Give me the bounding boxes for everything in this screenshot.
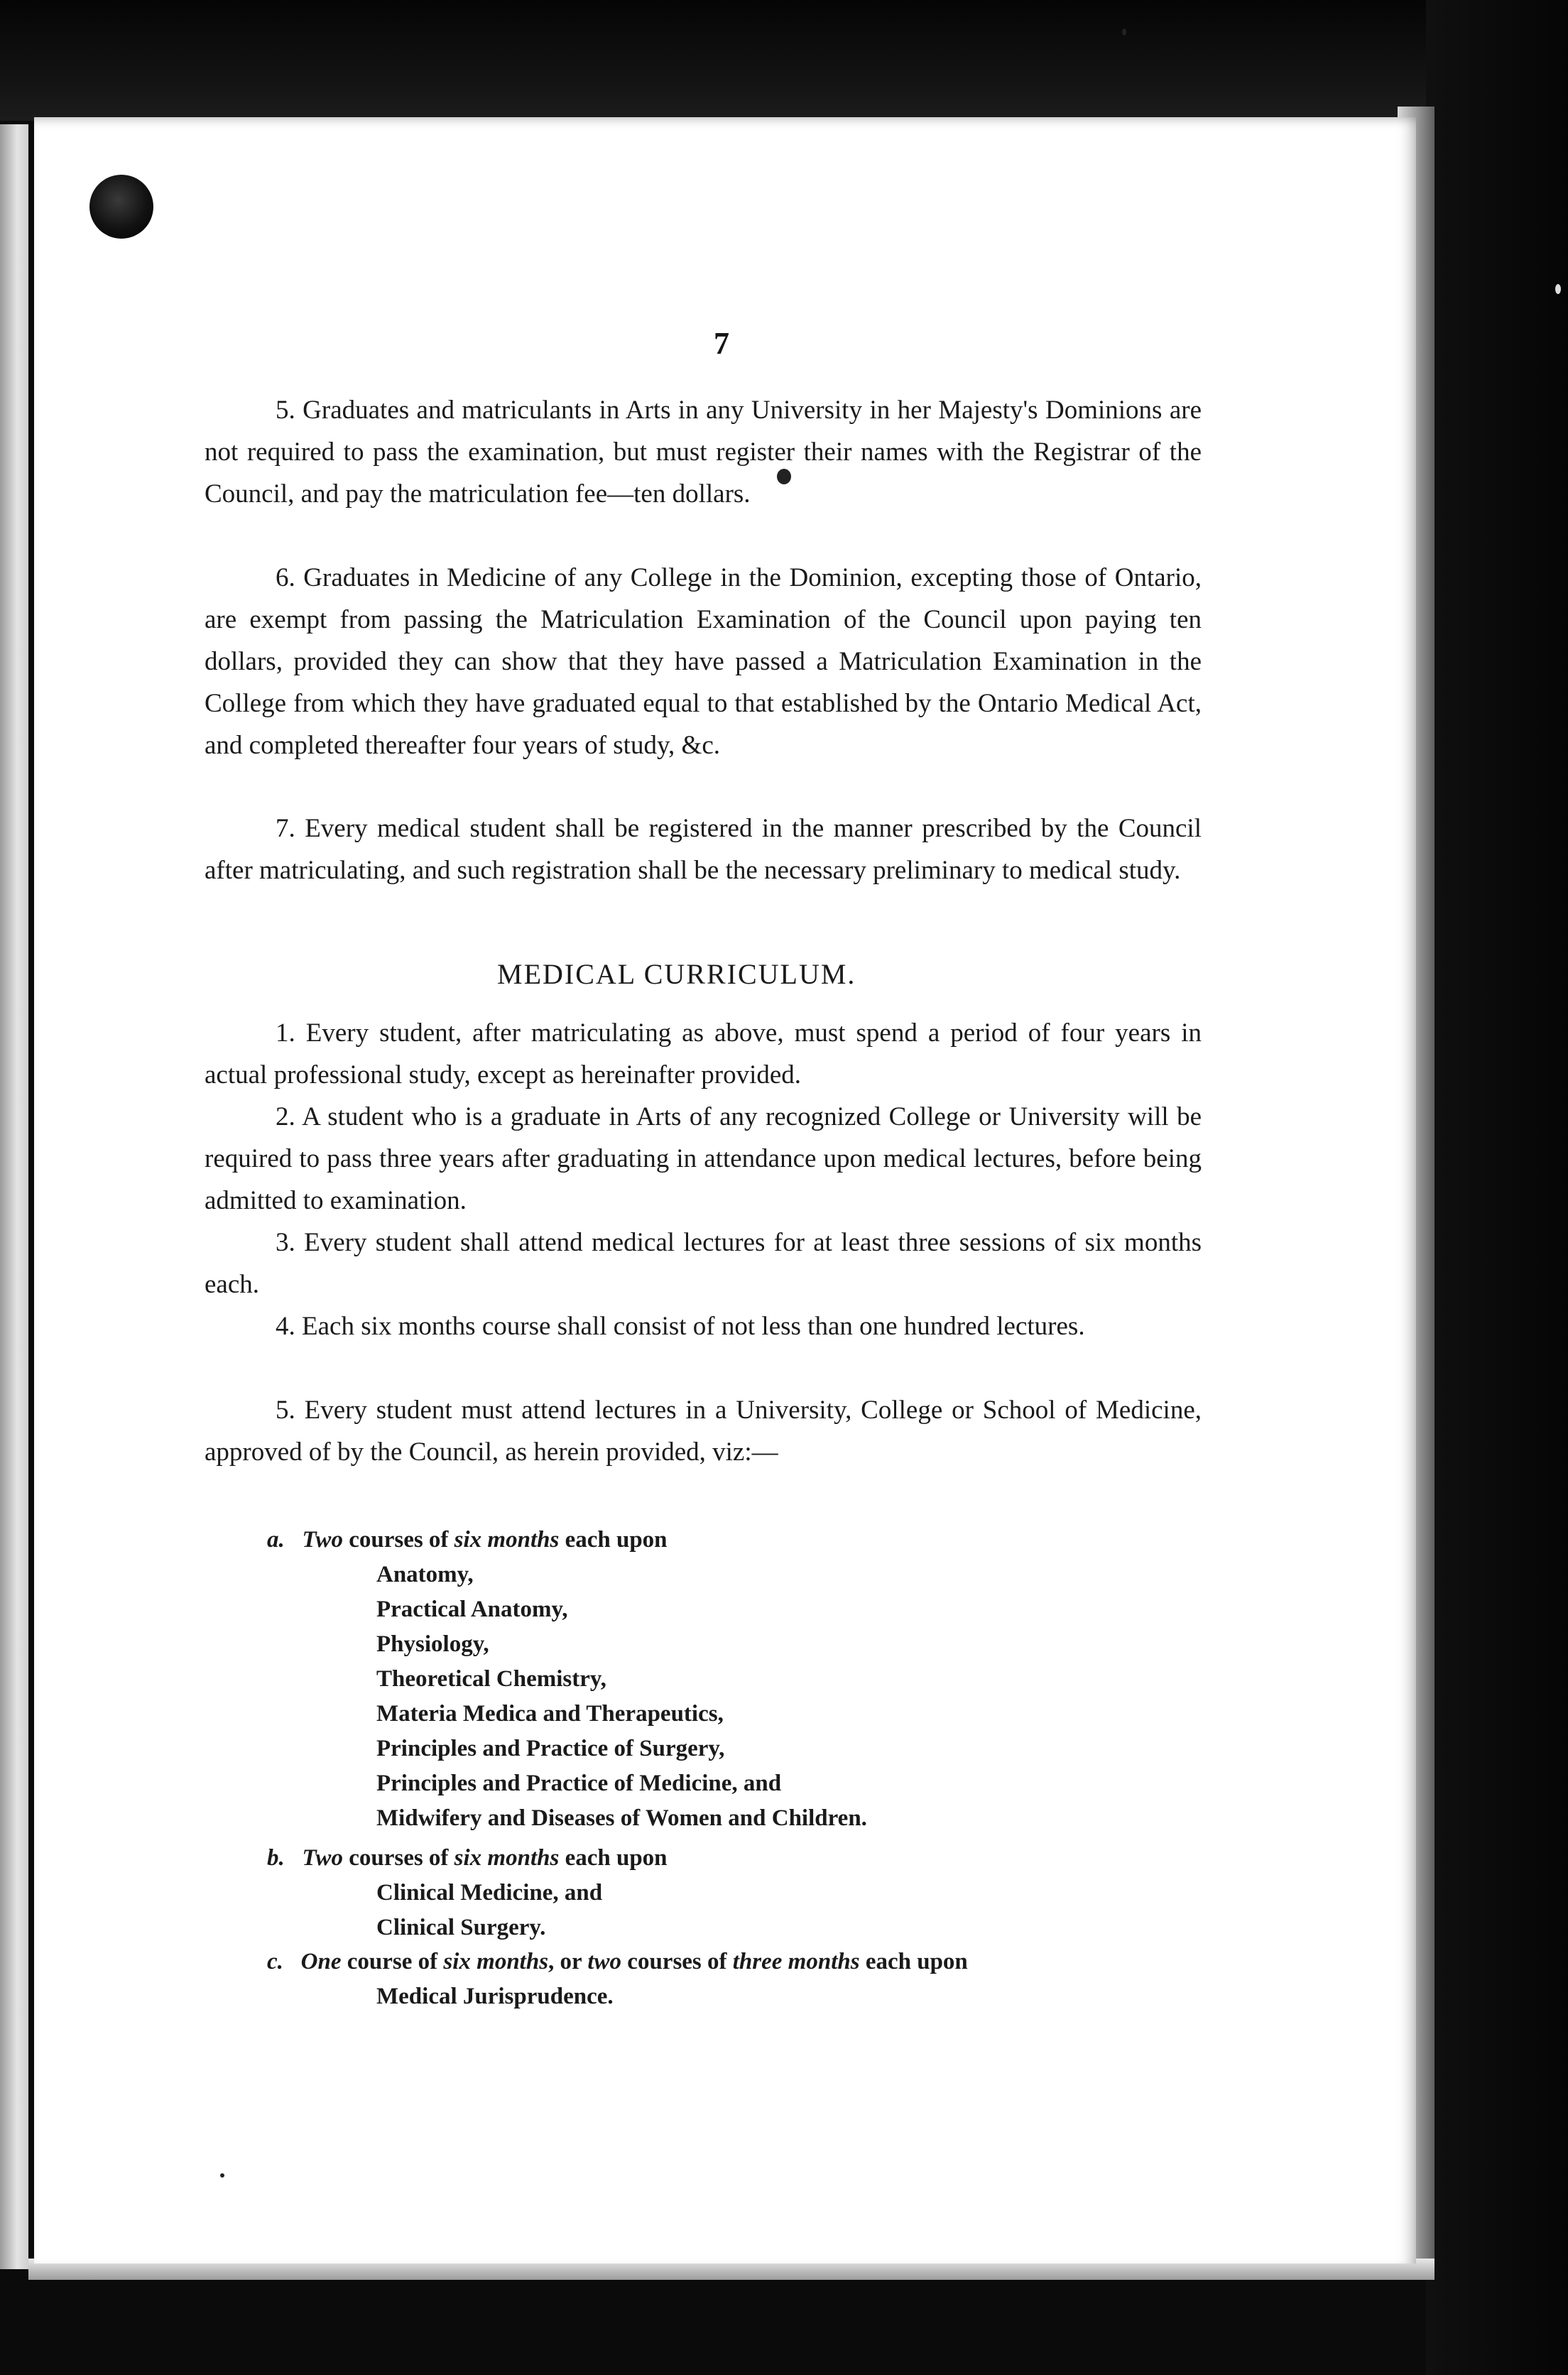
course-c-text-or: , or xyxy=(548,1949,588,1974)
dust-speck xyxy=(220,2173,224,2178)
course-b-letter: b. xyxy=(267,1845,285,1871)
subject-surgery: Principles and Practice of Surgery, xyxy=(376,1736,725,1761)
subject-anatomy: Anatomy, xyxy=(376,1562,474,1587)
dust-speck xyxy=(1555,284,1561,294)
subject-medicine: Principles and Practice of Medicine, and xyxy=(376,1771,782,1796)
paragraph-6-medicine-graduates: 6. Graduates in Medicine of any College in the Dominion, excepting those of Ontario, are exempt from passing the Matriculation Examination of the Council upon paying ten dollars, provided they can show that they have passed a Matriculation Examination in the College from which they have graduated equal to that established by the Ontario Medical Act, and completed thereafter four years of study, &c. xyxy=(205,563,1202,760)
course-b-text-end: each upon xyxy=(559,1845,668,1871)
course-c-text-end: each upon xyxy=(859,1949,968,1974)
course-a-letter: a. xyxy=(267,1527,285,1553)
course-c-duration-alt: three months xyxy=(732,1949,860,1974)
course-b-duration: six months xyxy=(454,1845,560,1871)
binding-edge xyxy=(0,124,28,2269)
course-c-line xyxy=(267,1945,968,1979)
subject-clinical-medicine: Clinical Medicine, and xyxy=(376,1880,603,1906)
subject-clinical-surgery: Clinical Surgery. xyxy=(376,1915,546,1940)
subject-theoretical-chemistry: Theoretical Chemistry, xyxy=(376,1666,606,1692)
course-a-text: courses of xyxy=(342,1527,454,1553)
paragraph-5-graduates: 5. Graduates and matriculants in Arts in any University in her Majesty's Dominions are not required to pass the examination, but must register their names with the Registrar of the Council, and pay the matriculation fee—ten dollars. xyxy=(205,396,1202,509)
course-b-count: Two xyxy=(302,1845,343,1871)
course-c-text: course of xyxy=(341,1949,444,1974)
punch-hole xyxy=(89,175,153,239)
course-c-count: One xyxy=(300,1949,342,1974)
curriculum-item-5: 5. Every student must attend lectures in a University, College or School of Medicine, approved of by the Council, as herein provided, viz:— xyxy=(205,1396,1202,1467)
scan-background-top xyxy=(0,0,1568,121)
curriculum-item-4: 4. Each six months course shall consist of not less than one hundred lectures. xyxy=(276,1312,1085,1341)
curriculum-item-2: 2. A student who is a graduate in Arts of any recognized College or University will be required to pass three years after graduating in attendance upon medical lectures, before being admitted to examination. xyxy=(205,1102,1202,1215)
course-c-duration: six months xyxy=(443,1949,549,1974)
curriculum-item-1: 1. Every student, after matriculating as above, must spend a period of four years in actual professional study, except as hereinafter provided. xyxy=(205,1018,1202,1089)
subject-medical-jurisprudence: Medical Jurisprudence. xyxy=(376,1984,614,2009)
curriculum-item-3: 3. Every student shall attend medical lectures for at least three sessions of six months each. xyxy=(205,1228,1202,1299)
course-c-letter: c. xyxy=(267,1949,283,1974)
subject-physiology: Physiology, xyxy=(376,1631,489,1657)
ink-blot xyxy=(777,469,791,484)
course-b-line xyxy=(267,1841,668,1875)
scan-background-right xyxy=(1426,0,1568,2375)
course-b-text: courses of xyxy=(342,1845,454,1871)
course-a-line xyxy=(267,1523,668,1557)
course-a-duration: six months xyxy=(454,1527,560,1553)
paragraph-7-registration: 7. Every medical student shall be registered in the manner prescribed by the Council after matriculating, and such registration shall be the necessary preliminary to medical study. xyxy=(205,814,1202,885)
subject-materia-medica: Materia Medica and Therapeutics, xyxy=(376,1701,724,1727)
subject-practical-anatomy: Practical Anatomy, xyxy=(376,1597,568,1622)
dust-speck xyxy=(1122,28,1126,36)
subject-midwifery: Midwifery and Diseases of Women and Children. xyxy=(376,1805,867,1831)
course-a-text-end: each upon xyxy=(559,1527,668,1553)
course-c-text-mid: courses of xyxy=(621,1949,733,1974)
section-heading: MEDICAL CURRICULUM. xyxy=(497,958,856,990)
course-c-count-alt: two xyxy=(587,1949,622,1974)
page-number: 7 xyxy=(714,326,729,361)
course-a-count: Two xyxy=(302,1527,343,1553)
